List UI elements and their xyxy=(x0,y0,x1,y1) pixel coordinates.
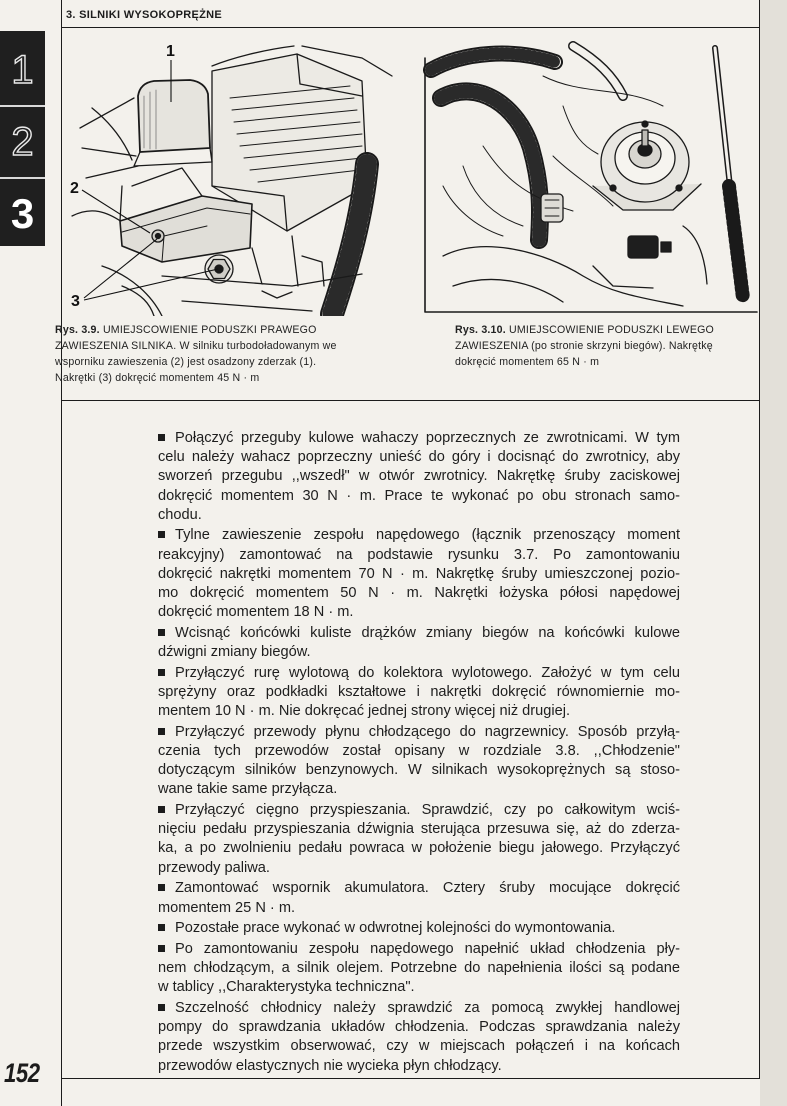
body-line-text: Po zamontowaniu zespołu napędowego napełnić układ chłodzenia pły- xyxy=(175,940,680,957)
body-line xyxy=(158,940,680,959)
body-paragraph xyxy=(158,664,680,722)
body-line: przewody paliwa. xyxy=(158,859,270,876)
body-line xyxy=(158,429,680,448)
bullet-icon xyxy=(158,806,165,813)
body-line-text: Wcisnąć końcówki kuliste drążków zmiany biegów na końcówki kulowe xyxy=(175,624,680,641)
body-line: chodu. xyxy=(158,506,202,523)
chapter-tabs xyxy=(0,31,45,246)
figure-section-rule xyxy=(61,400,760,401)
mount-bracket xyxy=(120,196,252,262)
bullet-icon xyxy=(158,945,165,952)
caption-line xyxy=(55,322,337,338)
body-line: mo dokręcić momentem 50 N · m. Nakrętki łożyska półosi napędowej xyxy=(158,585,680,601)
caption-label: Rys. 3.9. xyxy=(55,324,100,336)
bullet-icon xyxy=(158,728,165,735)
pipe-line xyxy=(80,98,138,178)
body-line: pompy do sprawdzania układów chłodzenia. Podczas sprawdzania należy xyxy=(158,1019,680,1036)
caption-text: UMIEJSCOWIENIE PODUSZKI LEWEGO xyxy=(509,324,714,336)
footer-rule xyxy=(61,1078,760,1079)
bullet-icon xyxy=(158,531,165,538)
callout-1: 1 xyxy=(166,43,175,60)
body-paragraph xyxy=(158,526,680,622)
bullet-icon xyxy=(158,669,165,676)
body-line: nięciu pedału przyspieszania dźwignia sterująca przesuwa się, aż do zderza- xyxy=(158,821,680,838)
body-line xyxy=(158,919,680,938)
body-line: ka, a po zwolnieniu pedału powraca w położenie biegu jałowego. Przyłączyć xyxy=(158,840,680,857)
body-line: mentem 10 N · m. Nie dokręcać jednej strony więcej niż drugiej. xyxy=(158,703,571,720)
spring-coil xyxy=(729,186,743,298)
callout-leader xyxy=(84,269,218,300)
body-line-text: Przyłączyć rurę wylotową do kolektora wylotowego. Założyć w tym celu xyxy=(175,664,680,681)
body-line: nem chłodzącym, a silnik olejem. Potrzebne do napełnienia ilości są podane xyxy=(158,960,680,977)
body-line-text: Zamontować wspornik akumulatora. Cztery śruby mocujące dokręcić xyxy=(175,880,680,897)
figure-3-10-drawing xyxy=(423,36,759,316)
body-paragraph xyxy=(158,919,680,938)
body-line: w tablicy ,,Charakterystyka techniczna". xyxy=(158,979,415,996)
body-line-text: Tylne zawieszenie zespołu napędowego (łącznik przenoszący moment xyxy=(175,527,680,544)
callout-2: 2 xyxy=(70,180,79,197)
caption-line: Nakrętki (3) dokręcić momentem 45 N · m xyxy=(55,372,260,384)
body-line xyxy=(158,879,680,898)
body-paragraph xyxy=(158,999,680,1076)
page-header-title: 3. SILNIKI WYSOKOPRĘŻNE xyxy=(66,9,223,21)
body-line: czenia tych przewodów został opisany w rozdziale 3.8. ,,Chłodzenie" xyxy=(158,743,680,759)
caption-line: dokręcić momentem 65 N · m xyxy=(455,356,600,368)
corrugated-hose xyxy=(441,91,540,240)
body-line: przewodów elastycznych nie wycieka płyn chłodzący. xyxy=(158,1057,502,1074)
body-line: sworzeń przegubu ,,wszedł" w otwór zwrotnicy. Nakrętkę śruby zaciskowej xyxy=(158,468,680,485)
callout-leader xyxy=(84,239,157,298)
body-line-text: Szczelność chłodnicy należy sprawdzić za pomocą zwykłej handlowej xyxy=(175,999,680,1016)
caption-line: ZAWIESZENIA SILNIKA. W silniku turbodoładowanym we xyxy=(55,340,337,352)
body-line-text: Pozostałe prace wykonać w odwrotnej kolejności do wymontowania. xyxy=(175,920,616,937)
body-paragraph xyxy=(158,723,680,800)
figure-3-9-drawing xyxy=(62,36,402,316)
caption-label: Rys. 3.10. xyxy=(455,324,506,336)
bullet-icon xyxy=(158,924,165,931)
body-line: reakcyjny) zamontować na podstawie rysunku 3.7. Po zamontowaniu xyxy=(158,546,680,563)
body-line: przede wszystkim obserwować, czy w miejscach połączeń i na końcach xyxy=(158,1038,680,1055)
caption-text: UMIEJSCOWIENIE PODUSZKI PRAWEGO xyxy=(102,324,317,336)
body-line: momentem 25 N · m. xyxy=(158,899,296,916)
caption-line: wsporniku zawieszenia (2) jest osadzony zderzak (1). xyxy=(55,356,317,368)
header-rule xyxy=(61,27,760,28)
rubber-stop-block xyxy=(138,80,210,152)
body-line: dokręcić nakrętki momentem 70 N · m. Nakrętkę śruby umieszczonej pozio- xyxy=(158,565,680,582)
right-margin-rule xyxy=(759,0,760,1079)
chapter-tab-2: 2 xyxy=(11,120,34,164)
chapter-tab-3-active: 3 xyxy=(10,190,35,237)
body-line: celu należy wahacz poprzeczny unieść do góry i docisnąć do zwrotnicy, aby xyxy=(158,449,680,466)
callout-3: 3 xyxy=(71,293,80,310)
body-text xyxy=(158,429,680,1077)
page-number: 152 xyxy=(4,1058,40,1088)
next-page-edge xyxy=(760,0,787,1106)
body-line: dokręcić momentem 30 N · m. Prace te wykonać po obu stronach samo- xyxy=(158,487,680,504)
bullet-icon xyxy=(158,629,165,636)
chapter-tab-1: 1 xyxy=(11,48,34,92)
bullet-icon xyxy=(158,1004,165,1011)
caption-line xyxy=(455,322,714,338)
body-line xyxy=(158,664,680,683)
bullet-icon xyxy=(158,884,165,891)
body-line: dotyczącym silników benzynowych. W silnikach wysokoprężnych są stoso- xyxy=(158,762,680,779)
body-line: dźwigni zmiany biegów. xyxy=(158,644,311,661)
figure-3-10-caption xyxy=(455,322,714,370)
body-paragraph xyxy=(158,624,680,662)
caption-line: ZAWIESZENIA (po stronie skrzyni biegów). Nakrętkę xyxy=(455,340,713,352)
body-line xyxy=(158,999,680,1018)
body-paragraph xyxy=(158,429,680,525)
figure-3-9-caption xyxy=(55,322,337,386)
bullet-icon xyxy=(158,434,165,441)
body-line: dokręcić momentem 18 N · m. xyxy=(158,604,354,621)
body-line-text: Przyłączyć cięgno przyspieszania. Sprawdzić, czy po całkowitym wciś- xyxy=(175,802,680,819)
body-line: sprężyny oraz podkładki kształtowe i nakrętki dokręcić równomiernie mo- xyxy=(158,683,680,700)
body-paragraph xyxy=(158,801,680,878)
body-line-text: Przyłączyć przewody płynu chłodzącego do nagrzewnicy. Sposób przyłą- xyxy=(175,723,680,740)
body-line: wane takie same przyłącza. xyxy=(158,781,338,798)
body-line xyxy=(158,801,680,820)
body-line xyxy=(158,526,680,545)
body-paragraph xyxy=(158,940,680,998)
body-line-text: Połączyć przeguby kulowe wahaczy poprzecznych ze zwrotnicami. W tym xyxy=(175,430,680,446)
body-line xyxy=(158,723,680,742)
body-paragraph xyxy=(158,879,680,917)
body-line xyxy=(158,624,680,643)
